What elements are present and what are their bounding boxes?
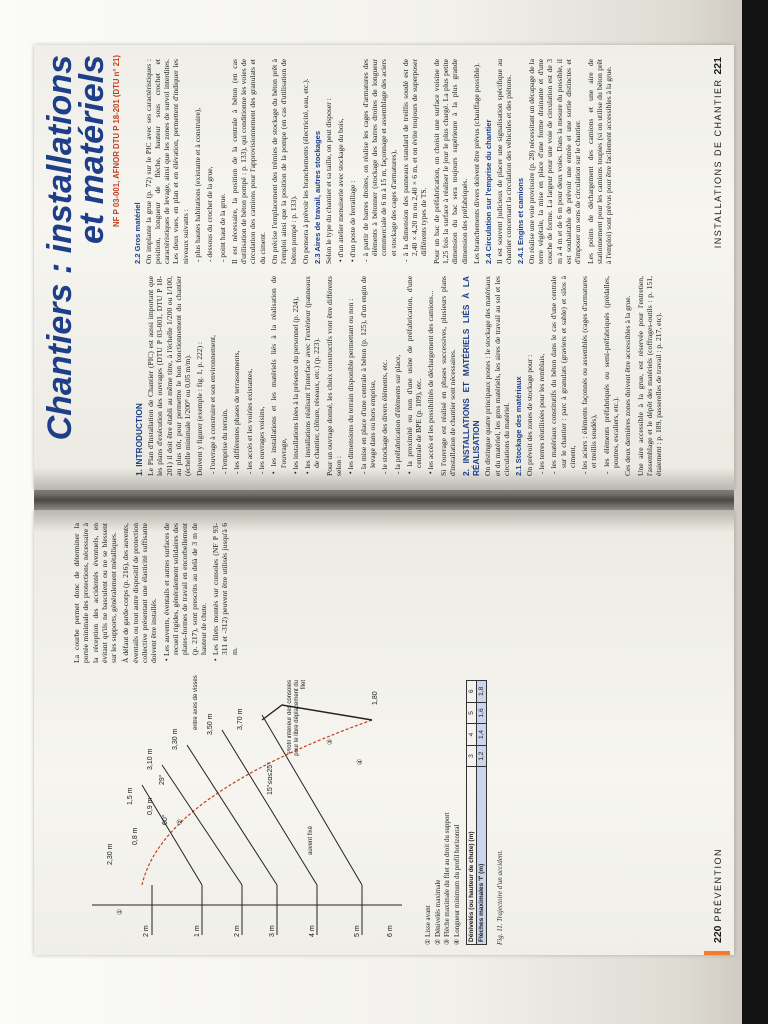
list-item: • les installations liées à la présence du personnel (p. 224), — [290, 296, 300, 474]
table-row — [467, 681, 477, 945]
legend-item: ① Lisse avant — [424, 905, 432, 945]
label-h-1m: 1 m — [194, 925, 201, 937]
label-h-3m: 3 m — [269, 925, 276, 937]
figure-caption: Fig. 11. Trajectoire d'un accident. — [496, 849, 504, 945]
left-text-column — [72, 523, 242, 663]
paragraph: On prévoit des zones de stockage pour : — [524, 354, 534, 476]
list-item: - les terres réutilisées pour les remblais, — [537, 353, 546, 474]
left-folio — [712, 848, 724, 943]
table-cell: 5 — [467, 702, 477, 724]
list-item: - les accès et les voiries existantes, — [244, 368, 254, 474]
legend-item: ② Dénivelés maximale — [433, 879, 442, 945]
label-d-150: 1,5 m — [127, 787, 134, 805]
orange-page-tab — [704, 951, 730, 955]
paragraph: Selon le type du chantier et sa taille, on peut disposer : — [323, 98, 333, 264]
paragraph: Les points de déchargement des camions et une aire de stationnement pour les camions toupies (si on utilise du béton prêt à l'emploi) sont prévus pour être facilement accessibles à la grue. — [585, 59, 614, 264]
paragraph: On précise l'emplacement des trémies de stockage du béton prêt à l'emploi ainsi que la position de la pompe (en cas d'utilisation de béton pompé : p. 133). — [270, 59, 298, 264]
list-item: • d'un poste de ferraillage : — [348, 180, 358, 262]
list-item: • d'un atelier menuiserie avec stockage du bois, — [336, 118, 346, 262]
label-h-2m-b: 2 m — [234, 925, 241, 937]
fall-height-table — [466, 680, 487, 945]
label-h-4m: 4 m — [309, 925, 316, 937]
label-h-2m: 2 m — [143, 925, 150, 937]
list-item: - les ouvrages voisins, — [256, 406, 266, 474]
subsection-heading: 2.4.1 Engins et camions — [516, 177, 526, 264]
label-angle-29: 29° — [159, 774, 166, 785]
label-alpha-range: 15°≤α≤25° — [267, 762, 274, 795]
list-item: - la préfabrication d'éléments sur place, — [392, 354, 402, 474]
legend-item: ③ Flèche maximale du filet au droit du support — [443, 812, 452, 945]
right-page — [34, 45, 734, 490]
figure-legend — [424, 680, 462, 945]
paragraph: Le Plan d'Installation de Chantier (PIC) est aussi important que les plans d'exécution des ouvrages (DTU P 03-001, DTU P 18-201) il doit être établi au même titre, à l'échelle 1/200 ou 1/100, au plus tôt, pour permettre le bon fonctionnement du chantier (échelle minimale 1/200° ou 0,05 m/m). — [146, 276, 193, 476]
bullet-paragraph: • Les filets montés sur consoles (NF P 93-311 et -312) peuvent être utilisés jusqu'à 6 m. — [211, 523, 239, 661]
paragraph: On réalise une voie provisoire (p. 28) nécessitant un décapage de la terre végétale, la mise en place d'une forme drainante et d'une couche de forme. La largeur pour une voie de circulation est de 3 m à 4 m et de 6 m pour deux voies. Dans la mesure du possible, il est souhaitable de prévoir une entrée et une sortie distinctes et d'imposer un sens de circulation sur le chantier. — [526, 59, 583, 264]
label-h-5m: 5 m — [354, 925, 361, 937]
paragraph: Une aire accessible à la grue, est réservée pour l'entretien, l'assemblage et le dépôt des matériels (coffrages-outils : p. 151, étaiement : p. 189, passerelles de travail : p. 217, etc). — [635, 276, 664, 476]
paragraph: Pour un bac de préfabrication, on choisit une surface voisine de 1,25 fois la surface à réaliser le jour le plus chargé. La plus petite dimension du bac sera toujours supérieure à la plus grande dimension des préfabriqués. — [431, 59, 469, 264]
section-heading: 1. INTRODUCTION — [134, 403, 144, 476]
chapter-title — [41, 55, 111, 475]
list-item: - plus hautes habitations (existante et à construire), — [192, 107, 202, 262]
callout-2: ② — [177, 818, 184, 825]
fall-trajectory-diagram — [72, 675, 402, 945]
paragraph: Les branchements divers doivent être prévus (chauffage possible). — [471, 62, 481, 264]
label-d-310: 3,10 m — [147, 748, 154, 770]
callout-4: ④ — [357, 758, 364, 765]
paragraph: Si l'ouvrage est réalisé en phases successives, plusieurs plans d'installation de chantier sont nécessaires. — [438, 276, 458, 476]
list-item: - dessous du crochet de la grue, — [205, 166, 215, 262]
paragraph: On implante la grue (p. 72) sur le PIC avec ses caractéristiques : position, longueur de flèche, hauteur sous crochet et caractéristiques de levage, ainsi que les zones de survol interdites. Les deux vues, en plan et en élévation, permettent d'indiquer les niveaux suivants : — [143, 59, 190, 264]
table-cell: 1,6 — [477, 702, 487, 724]
paragraph: On distingue quatre principaux postes : le stockage des matériaux et du matériel, les gros matériels, les aires de travail au sol et les circulations du matériel. — [483, 276, 511, 476]
list-item: • les installations réalisant l'interface avec l'extérieur (panneaux de chantier, clôture, réseaux, etc.) (p. 223). — [303, 276, 322, 474]
paragraph: Doivent y figurer (exemple : fig. 1, p. 222) : — [195, 341, 205, 476]
list-item: - l'emprise du terrain, — [220, 408, 230, 474]
list-item: - les matériaux constitutifs du béton dans le cas d'une centrale sur le chantier : parc à granulats (graviers et sable) et silos à ciment, — [549, 276, 577, 474]
list-item: - la mise en place d'une centrale à béton (p. 125), d'un engin de levage dans ou hors emprise, — [358, 276, 377, 474]
section-heading: 2. INSTALLATIONS ET MATÉRIELS LIÉS À LA RÉALISATION — [461, 276, 482, 476]
label-d-080: 0,8 m — [132, 827, 139, 845]
callout-3: ③ — [327, 738, 334, 745]
list-item: • les accès et les possibilités de déchargement des camions... — [426, 290, 436, 474]
book-spread — [34, 45, 734, 955]
label-profile-note: Profil intérieur des consoles pour le libre déplacement du filet — [287, 680, 307, 756]
paragraph: Il est souvent judicieux de placer une signalisation spécifique au chantier concernant la circulation des véhicules et des piétons. — [494, 59, 513, 264]
label-d-330: 3,30 m — [172, 728, 179, 750]
chapter-title-line: Chantiers : installations — [41, 55, 79, 441]
list-item: - à partir de barres droites, on réalise les cages d'armatures des éléments à bétonner (stockage des barres droites de longueur commerciale de 6 m à 15 m, façonnage et assemblage des aciers et stockage des cages d'armatures), — [360, 59, 398, 262]
table-cell: 4 — [467, 724, 477, 746]
chapter-norms: NF P 03-001, AFNOR DTU P 18-201 (DTU n° 21) — [112, 55, 121, 227]
subsection-heading: 2.2 Gros matériel — [133, 202, 142, 264]
paragraph: Il est nécessaire, la position de la centrale à béton (en cas d'utilisation de béton pompé : p. 133), qui conditionne les voies de circulation des camions pour l'approvisionnement des granulats et du ciment. — [229, 59, 267, 264]
paragraph: Pour un ouvrage donné, les choix constructifs vont être différents selon : — [324, 276, 344, 476]
bullet-paragraph: • Les auvents, éventails et autres surfaces de recueil rigides, généralement solidaires des plates-formes de travail en encorbellement (p. 217), sont prescrits au delà de 3 m de hauteur de chute. — [161, 523, 208, 661]
list-item: • la proximité ou non d'une usine de préfabrication, d'une centrale de BPE (p. 109), etc. — [404, 276, 424, 474]
paragraph: La courbe permet donc de déterminer la portée minimale des protections, nécessaire à la réception des accidentés éventuels, en évitant qu'ils ne basculent ou ne se blessent sur les supports, généralement métalliques. — [72, 523, 119, 663]
table-header-cell: Flèches maximales 'f' (m) — [477, 767, 487, 945]
label-d-090: 0,9 m — [147, 797, 154, 815]
list-item: - point haut de la grue. — [217, 193, 227, 262]
table-header-cell: Dénivelés (ou hauteur de chute) (m) — [467, 767, 477, 945]
table-cell: 6 — [467, 681, 477, 703]
table-cell: 1,8 — [477, 681, 487, 703]
subsection-heading: 2.3 Aires de travail, autres stockages — [313, 130, 323, 264]
callout-1: ① — [117, 908, 124, 915]
book-gutter — [34, 490, 734, 510]
right-folio — [712, 57, 724, 248]
paragraph: À défaut de garde-corps (p. 216), des auvents, éventails ou tout autre dispositif de protection collective présentant une élasticité suffisante doivent être installés. — [121, 522, 159, 663]
list-item: - le stockage des divers éléments, etc. — [380, 359, 390, 474]
left-page — [34, 510, 734, 955]
right-column-2 — [130, 59, 616, 264]
dark-edge — [742, 0, 768, 1024]
page-number: 220 — [712, 925, 724, 943]
subsection-heading: 2.1 Stockage des matériaux — [514, 376, 524, 476]
table-cell: 3 — [467, 745, 477, 767]
list-item: • les dimensions du terrain disponible permettant ou non : — [346, 298, 356, 474]
label-angle-60: 60° — [162, 814, 169, 825]
chapter-title-line: et matériels — [73, 55, 111, 244]
paragraph: Ces deux dernières zones doivent être accessibles à la grue. — [623, 295, 633, 476]
list-item: - les aciers : éléments façonnés ou assemblés (cages d'armatures et treillis soudés), — [580, 276, 599, 474]
table-cell: 1,2 — [477, 745, 487, 767]
list-item: - l'ouvrage à construire et son environnement, — [207, 334, 217, 474]
label-d-180: 1,80 — [372, 691, 379, 705]
legend-item: ④ Longueur minimum du profil horizontal — [452, 824, 461, 945]
page-number: 221 — [712, 57, 724, 75]
list-item: - les différentes phases de terrassements, — [232, 350, 242, 474]
list-item: • les installations et les matériels liés à la réalisation de l'ouvrage, — [269, 276, 288, 474]
label-h-6m: 6 m — [387, 925, 394, 937]
label-d-350: 3,50 m — [207, 713, 214, 735]
table-row — [477, 681, 487, 945]
paragraph: On pensera à prévoir les branchements (électricité, eau, etc.). — [300, 78, 310, 264]
list-item: - à la dimension des panneaux standard de treillis soudé est de 2,40 × 4,20 m ou 2,40 × 6 m, et on évite toujours de superposer différents types de TS. — [400, 59, 429, 262]
label-auvent: auvent fixé — [308, 825, 314, 855]
subsection-heading: 2.4 Circulation sur l'emprise du chantier — [484, 119, 494, 264]
table-cell: 1,4 — [477, 724, 487, 746]
right-column-1 — [130, 276, 667, 476]
label-axes-note: entre axes de visses — [193, 675, 199, 730]
label-d-230: 2,30 m — [107, 843, 114, 865]
list-item: - les éléments préfabriqués ou semi-préfabriqués (prédalles, poutres, escaliers, etc.). — [601, 276, 621, 474]
running-head: INSTALLATIONS DE CHANTIER — [713, 78, 723, 249]
running-head: PRÉVENTION — [713, 847, 723, 922]
label-d-370: 3,70 m — [237, 708, 244, 730]
